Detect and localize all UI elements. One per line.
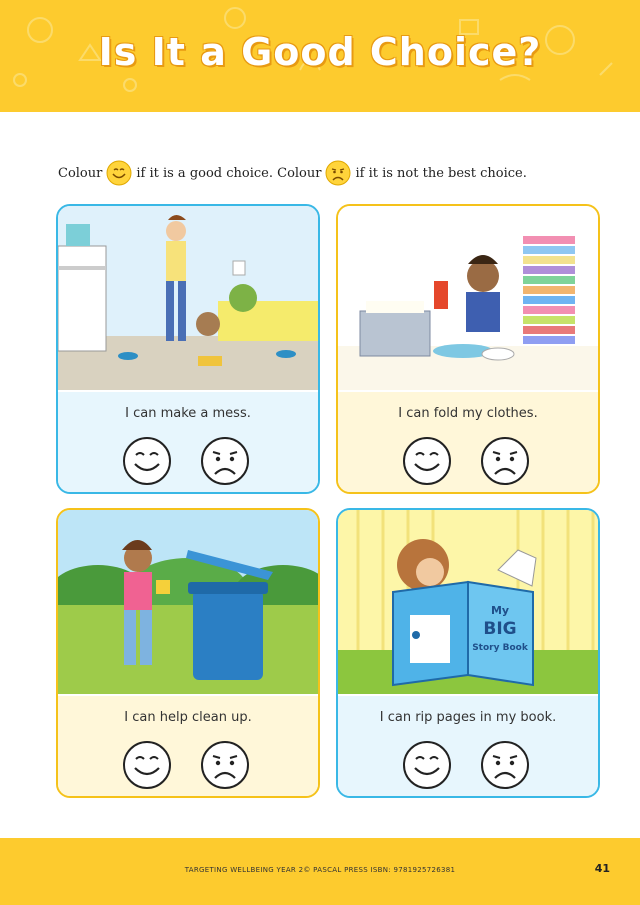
sad-face-icon[interactable] [480, 436, 530, 486]
card-caption: I can help clean up. [124, 710, 252, 725]
choice-card-clean-up [56, 508, 320, 798]
instruction-text-3: if it is not the best choice. [355, 165, 527, 181]
choice-card-fold-clothes [336, 204, 600, 494]
card-answer-panel [58, 696, 318, 796]
happy-face-icon[interactable] [122, 436, 172, 486]
page-number: 41 [594, 862, 610, 875]
sad-face-icon[interactable] [480, 740, 530, 790]
sad-face-icon[interactable] [200, 740, 250, 790]
card-caption: I can fold my clothes. [398, 406, 538, 421]
header-banner [0, 0, 640, 112]
happy-face-icon[interactable] [402, 740, 452, 790]
instruction-text-1: Colour [58, 165, 103, 181]
card-answer-panel [338, 696, 598, 796]
book-text-my: My [490, 604, 510, 617]
zigzag-edge [0, 96, 640, 112]
book-text-story-book: Story Book [472, 643, 528, 653]
card-answer-panel [58, 392, 318, 492]
choice-card-mess [56, 204, 320, 494]
card-caption: I can make a mess. [125, 406, 251, 421]
sad-face-icon[interactable] [200, 436, 250, 486]
footer-bar [0, 838, 640, 905]
page-title: Is It a Good Choice? [98, 30, 542, 74]
happy-face-icon [106, 160, 132, 186]
happy-face-icon[interactable] [402, 436, 452, 486]
happy-face-icon[interactable] [122, 740, 172, 790]
folding-clothes-scene [338, 206, 598, 390]
bin-clean-up-scene [58, 510, 318, 694]
messy-room-scene [58, 206, 318, 390]
instruction-line [58, 158, 527, 188]
instruction-text-2: if it is a good choice. Colour [136, 165, 322, 181]
footer-credit: TARGETING WELLBEING YEAR 2© PASCAL PRESS ISBN: 9781925726381 [184, 866, 456, 874]
ripping-book-scene [338, 510, 598, 694]
card-caption: I can rip pages in my book. [379, 710, 557, 725]
card-answer-panel [338, 392, 598, 492]
book-text-big: BIG [483, 619, 517, 639]
sad-face-icon [325, 160, 351, 186]
choice-card-rip-pages [336, 508, 600, 798]
